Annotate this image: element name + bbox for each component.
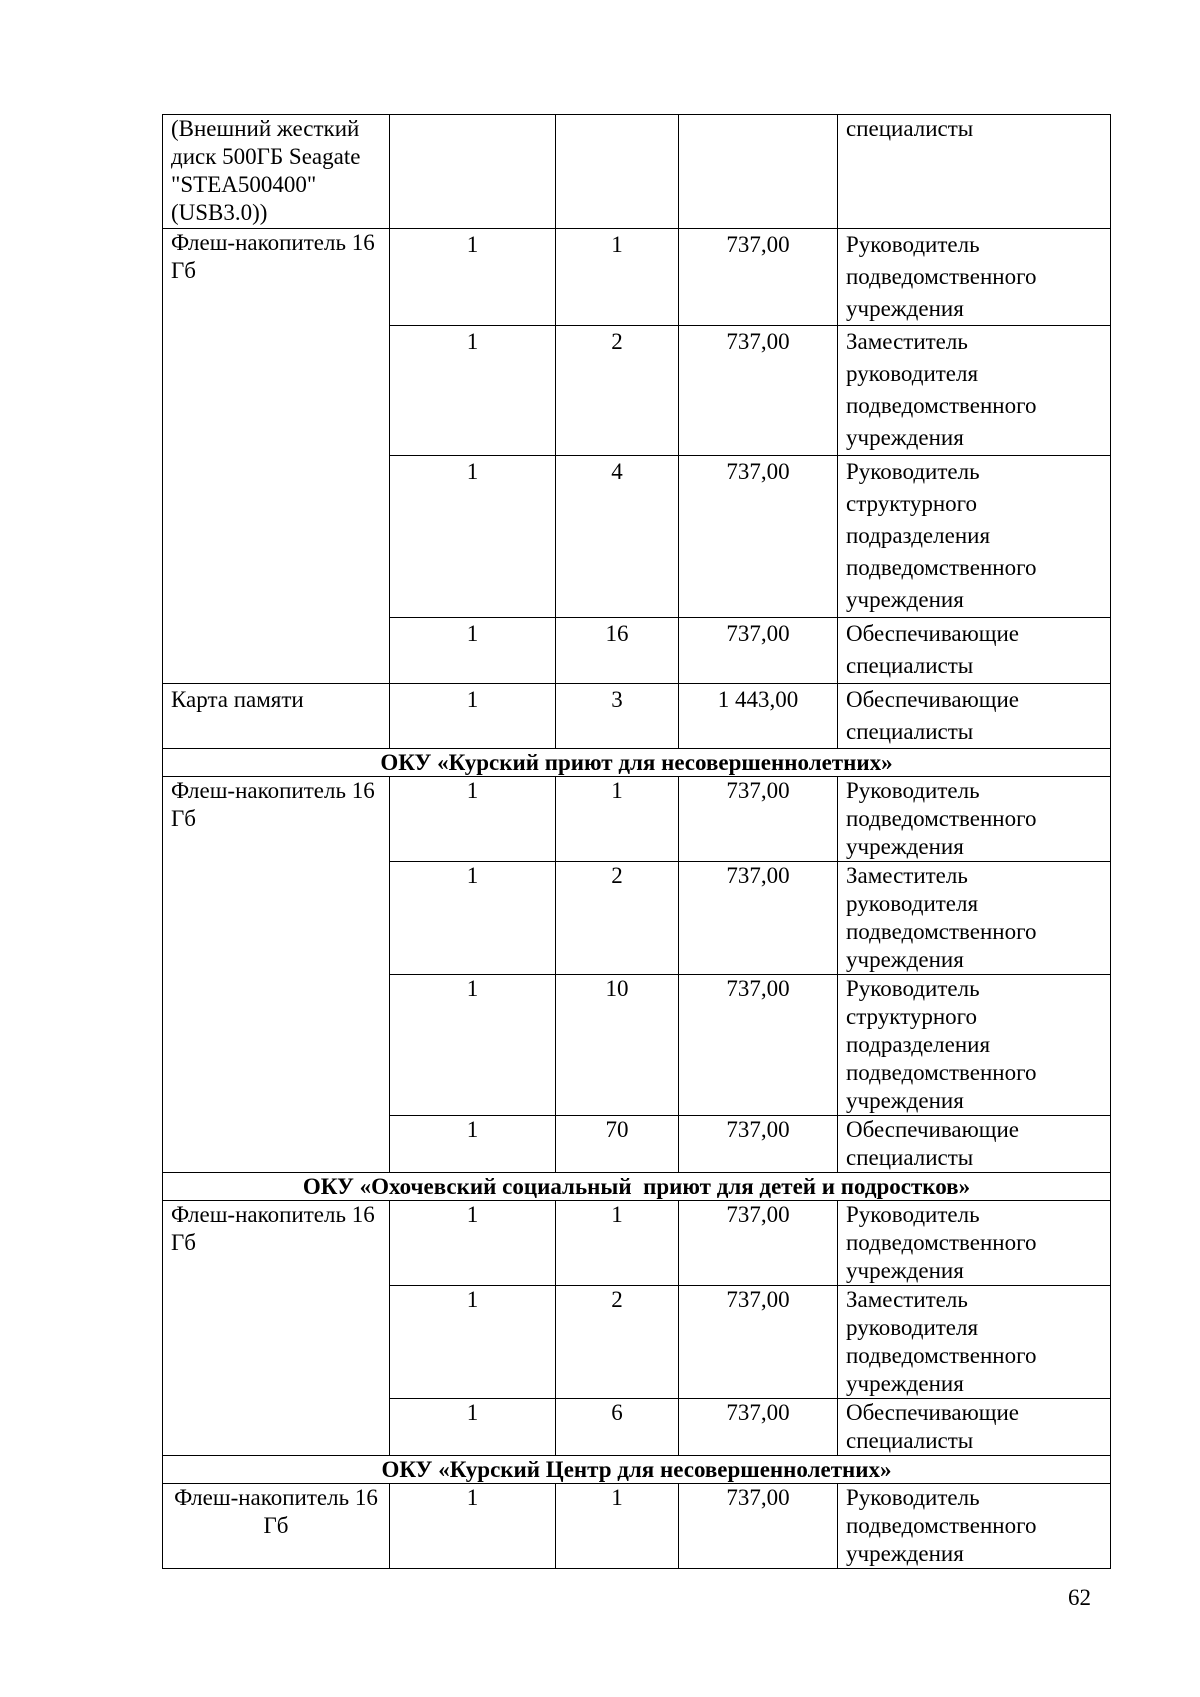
table-row [163,1484,1111,1569]
price-cell: 737,00 [679,1286,838,1399]
role-cell: Руководитель подведомственного учреждения [838,1201,1111,1286]
price-cell: 737,00 [679,1116,838,1173]
section-heading-row [163,1173,1111,1201]
price-cell [679,115,838,229]
table-row [163,229,1111,326]
item-name-cell: Карта памяти [163,684,390,749]
price-cell: 737,00 [679,1201,838,1286]
price-cell: 737,00 [679,1484,838,1569]
role-cell: Заместитель руководителя подведомственного учреждения [838,326,1111,456]
count-cell: 2 [556,862,679,975]
count-cell: 2 [556,1286,679,1399]
count-cell: 16 [556,618,679,684]
section-heading: ОКУ «Курский приют для несовершеннолетних» [163,749,1111,777]
qty-cell: 1 [390,456,556,618]
item-name-cell: Флеш-накопитель 16 Гб [163,777,390,1173]
role-cell: Заместитель руководителя подведомственного учреждения [838,1286,1111,1399]
count-cell: 6 [556,1399,679,1456]
count-cell: 2 [556,326,679,456]
count-cell: 4 [556,456,679,618]
role-cell: Обеспечивающие специалисты [838,684,1111,749]
role-cell: Руководитель структурного подразделения подведомственного учреждения [838,975,1111,1116]
count-cell: 1 [556,1201,679,1286]
role-cell: Заместитель руководителя подведомственного учреждения [838,862,1111,975]
role-cell: Руководитель подведомственного учреждения [838,229,1111,326]
qty-cell: 1 [390,862,556,975]
price-cell: 737,00 [679,229,838,326]
qty-cell: 1 [390,975,556,1116]
price-cell: 737,00 [679,456,838,618]
table-row [163,1201,1111,1286]
qty-cell: 1 [390,1116,556,1173]
role-cell: Обеспечивающие специалисты [838,618,1111,684]
qty-cell: 1 [390,684,556,749]
section-heading: ОКУ «Охочевский социальный приют для детей и подростков» [163,1173,1111,1201]
count-cell: 1 [556,1484,679,1569]
table-row [163,684,1111,749]
role-cell: Руководитель подведомственного учреждения [838,777,1111,862]
price-cell: 737,00 [679,975,838,1116]
role-cell: Обеспечивающие специалисты [838,1116,1111,1173]
qty-cell: 1 [390,229,556,326]
qty-cell: 1 [390,618,556,684]
qty-cell: 1 [390,326,556,456]
qty-cell: 1 [390,777,556,862]
count-cell: 1 [556,777,679,862]
price-cell: 1 443,00 [679,684,838,749]
table-row [163,777,1111,862]
role-cell: специалисты [838,115,1111,229]
count-cell [556,115,679,229]
qty-cell: 1 [390,1286,556,1399]
count-cell: 70 [556,1116,679,1173]
item-name-cell: Флеш-накопитель 16 Гб [163,1201,390,1456]
section-heading: ОКУ «Курский Центр для несовершеннолетних» [163,1456,1111,1484]
count-cell: 1 [556,229,679,326]
qty-cell [390,115,556,229]
price-cell: 737,00 [679,777,838,862]
item-name-cell: (Внешний жесткий диск 500ГБ Seagate "STEA500400" (USB3.0)) [163,115,390,229]
role-cell: Руководитель подведомственного учреждения [838,1484,1111,1569]
price-cell: 737,00 [679,326,838,456]
qty-cell: 1 [390,1399,556,1456]
norms-table [162,114,1111,1569]
count-cell: 10 [556,975,679,1116]
count-cell: 3 [556,684,679,749]
role-cell: Обеспечивающие специалисты [838,1399,1111,1456]
section-heading-row [163,749,1111,777]
price-cell: 737,00 [679,618,838,684]
table-row [163,115,1111,229]
qty-cell: 1 [390,1201,556,1286]
role-cell: Руководитель структурного подразделения подведомственного учреждения [838,456,1111,618]
item-name-cell: Флеш-накопитель 16 Гб [163,1484,390,1569]
price-cell: 737,00 [679,1399,838,1456]
item-name-cell: Флеш-накопитель 16 Гб [163,229,390,684]
section-heading-row [163,1456,1111,1484]
qty-cell: 1 [390,1484,556,1569]
price-cell: 737,00 [679,862,838,975]
page-number: 62 [1068,1585,1091,1610]
